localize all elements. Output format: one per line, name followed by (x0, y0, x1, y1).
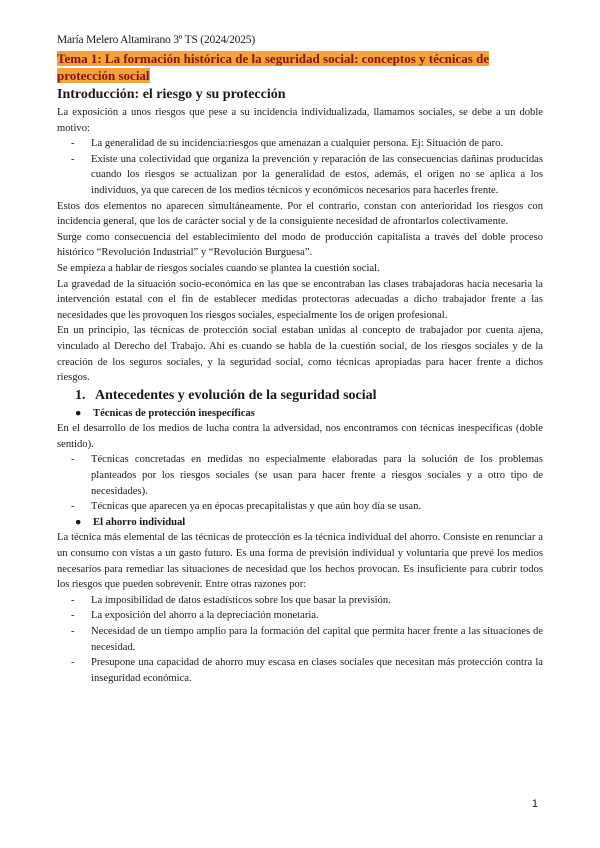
section-paragraph: La técnica más elemental de las técnicas de protección es la técnica individual del ahorro. Consiste en renunciar a un consumo con vistas a un gasto futuro. Es una forma de previsión individual y voluntaria que prevé los medios necesarios para remediar las situaciones de necesidad que los hechos provocan. Es insuficiente para cubrir todos los riesgos que pueden sobrevenir. Entre otras razones por: (57, 532, 543, 591)
intro-heading: Introducción: el riesgo y su protección (57, 87, 286, 102)
section-title: Antecedentes y evolución de la seguridad social (95, 387, 377, 403)
list-item: - Necesidad de un tiempo amplio para la formación del capital que permita hacer frente a las situaciones de necesidad. (91, 624, 543, 655)
bullet-icon: ● (75, 516, 82, 528)
author-header: María Melero Altamirano 3º TS (2024/2025) (57, 34, 255, 46)
intro-list (57, 136, 543, 198)
intro-paragraph: En un principio, las técnicas de protección social estaban unidas al concepto de trabajador por cuenta ajena, vinculado al Derecho del Trabajo. Ahí es cuando se habla de la cuestión social, de los riesgos sociales y de la creación de los seguros sociales, y la seguridad social, como técnicas apropiadas para hacer frente a dichos riesgos. (57, 325, 543, 384)
bullet-icon: ● (75, 407, 82, 419)
page-number: 1 (531, 798, 538, 810)
intro-paragraph: Estos dos elementos no aparecen simultáneamente. Por el contrario, constan con anterioridad los riesgos con incidencia general, que los de carácter social y de la consiguiente necesidad de afrontarlos colectivamente. (57, 200, 543, 228)
list-item: - Técnicas que aparecen ya en épocas precapitalistas y que aún hoy día se usan. (91, 499, 543, 515)
section-heading (75, 387, 543, 405)
section-list (57, 452, 543, 514)
list-item: - La imposibilidad de datos estadísticos sobre los que basar la previsión. (91, 593, 543, 609)
title-line-2: protección social (57, 68, 150, 83)
intro-paragraph: La gravedad de la situación socio-económica en las que se encontraban las clases trabajadoras hacía necesaria la intervención estatal con el fin de establecer medidas protectoras adecuadas a dicho trabajador frente a las necesidades que les provoquen los riesgos sociales, especialmente los de origen profesional. (57, 278, 543, 321)
list-item: - Existe una colectividad que organiza la prevención y reparación de las consecuencias dañinas producidas cuando los riesgos se actualizan por la generalidad de estos, además, el origen no se aplica a los individuos, ya que carecen de los medios técnicos y económicos necesarios para hacerles frente. (91, 152, 543, 199)
subsection-heading: ● Técnicas de protección inespecíficas (75, 406, 543, 422)
list-item: - Técnicas concretadas en medidas no especialmente elaboradas para la solución de los problemas planteados por los riesgos sociales (se usan para hacer frente a riesgos sociales y a otro tipo de necesidades). (91, 452, 543, 499)
list-item: - La exposición del ahorro a la depreciación monetaria. (91, 608, 543, 624)
section-number: 1. (75, 387, 86, 403)
title-line-1: Tema 1: La formación histórica de la seguridad social: conceptos y técnicas de (57, 51, 490, 66)
subsection-heading: ● El ahorro individual (75, 515, 543, 531)
intro-paragraph: La exposición a unos riesgos que pese a su incidencia individualizada, llamamos sociales, se debe a un doble motivo: (57, 107, 543, 134)
intro-paragraph: Surge como consecuencia del establecimiento del modo de producción capitalista a través del doble proceso histórico “Revolución Industrial” y “Revolución Burguesa”. (57, 231, 543, 259)
intro-paragraph: Se empieza a hablar de riesgos sociales cuando se plantea la cuestión social. (57, 262, 380, 274)
document-page (57, 34, 543, 686)
section-list (57, 593, 543, 687)
page-title (57, 50, 543, 84)
section-paragraph: En el desarrollo de los medios de lucha contra la adversidad, nos encontramos con técnicas inespecíficas (doble sentido). (57, 423, 543, 450)
list-item: - Presupone una capacidad de ahorro muy escasa en clases sociales que necesitan más protección contra la inseguridad económica. (91, 655, 543, 686)
list-item: - La generalidad de su incidencia:riesgos que amenazan a cualquier persona. Ej: Situación de paro. (91, 136, 543, 152)
